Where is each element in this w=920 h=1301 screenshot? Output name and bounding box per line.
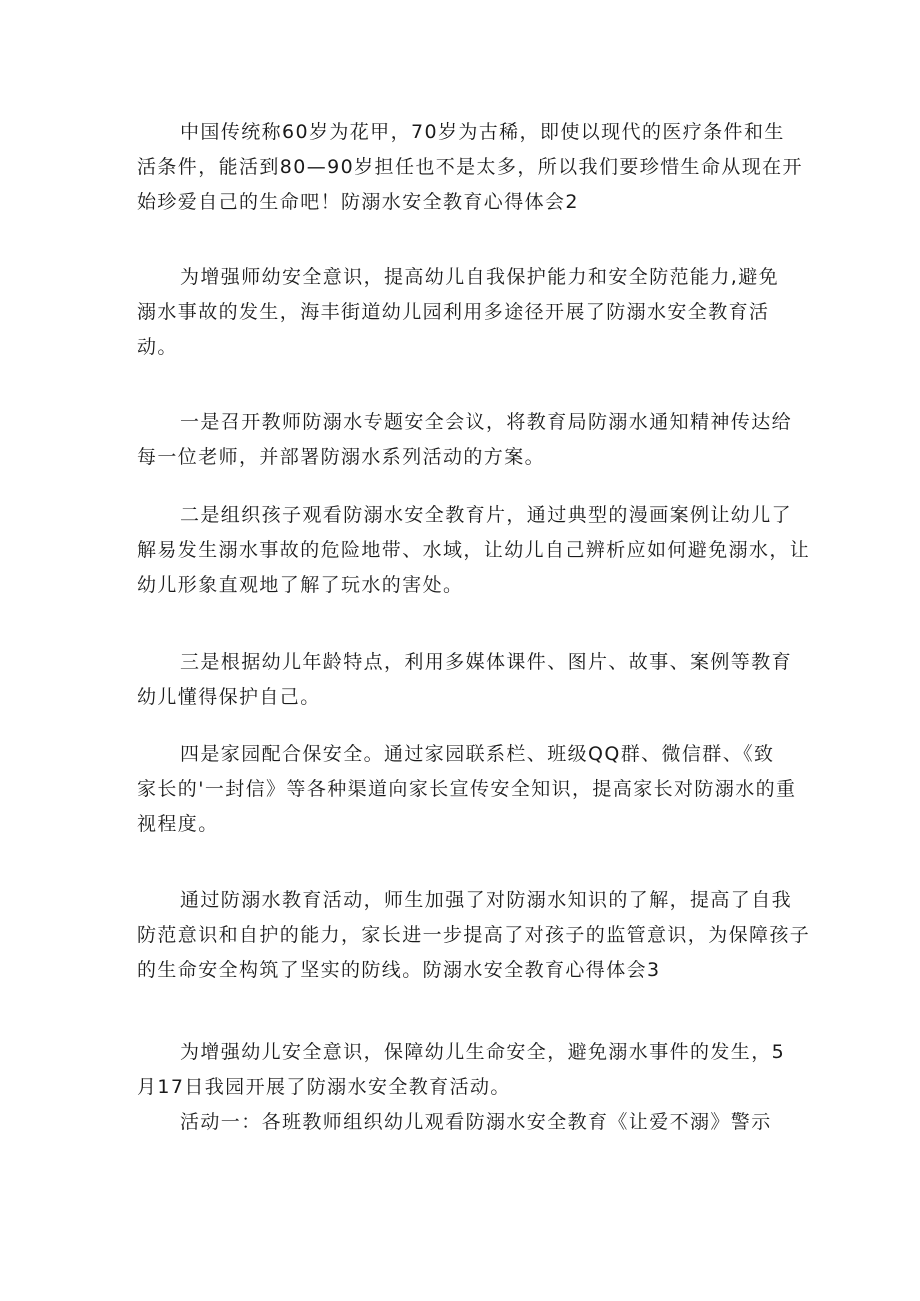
paragraph-line: 每一位老师，并部署防溺水系列活动的方案。 xyxy=(137,446,546,468)
paragraph-line: 家长的'一封信》等各种渠道向家长宣传安全知识，提高家长对防溺水的重 xyxy=(137,778,797,800)
paragraph-1 xyxy=(137,115,803,220)
paragraph-8 xyxy=(137,1035,797,1105)
paragraph-4 xyxy=(137,498,811,603)
paragraph-line: 视程度。 xyxy=(137,813,219,835)
paragraph-line: 活条件，能活到80—90岁担任也不是太多，所以我们要珍惜生命从现在开 xyxy=(137,156,803,178)
paragraph-line: 通过防溺水教育活动，师生加强了对防溺水知识的了解，提高了自我 xyxy=(180,889,793,911)
paragraph-7 xyxy=(137,883,811,988)
paragraph-line: 三是根据幼儿年龄特点，利用多媒体课件、图片、故事、案例等教育 xyxy=(180,651,793,673)
paragraph-line: 中国传统称60岁为花甲，70岁为古稀，即使以现代的医疗条件和生 xyxy=(180,121,785,143)
paragraph-line: 动。 xyxy=(137,336,178,358)
paragraph-line: 为增强师幼安全意识，提高幼儿自我保护能力和安全防范能力,避免 xyxy=(180,266,780,288)
paragraph-line: 为增强幼儿安全意识，保障幼儿生命安全，避免溺水事件的发生，5 xyxy=(180,1041,786,1063)
paragraph-line: 二是组织孩子观看防溺水安全教育片，通过典型的漫画案例让幼儿了 xyxy=(180,504,793,526)
paragraph-line: 月17日我园开展了防溺水安全教育活动。 xyxy=(137,1076,511,1098)
paragraph-5 xyxy=(137,645,797,715)
paragraph-line: 溺水事故的发生，海丰街道幼儿园利用多途径开展了防溺水安全教育活 xyxy=(137,301,770,323)
paragraph-6 xyxy=(137,737,797,842)
paragraph-line: 的生命安全构筑了坚实的防线。防溺水安全教育心得体会3 xyxy=(137,959,661,981)
paragraph-line: 幼儿懂得保护自己。 xyxy=(137,686,321,708)
paragraph-2 xyxy=(137,260,797,365)
paragraph-line: 四是家园配合保安全。通过家园联系栏、班级QQ群、微信群、《致 xyxy=(180,743,775,765)
paragraph-3 xyxy=(137,405,797,475)
paragraph-line: 一是召开教师防溺水专题安全会议，将教育局防溺水通知精神传达给 xyxy=(180,411,793,433)
paragraph-line: 活动一：各班教师组织幼儿观看防溺水安全教育《让爱不溺》警示 xyxy=(180,1111,772,1133)
paragraph-9 xyxy=(137,1105,797,1140)
paragraph-line: 始珍爱自己的生命吧！防溺水安全教育心得体会2 xyxy=(137,191,579,213)
paragraph-line: 幼儿形象直观地了解了玩水的害处。 xyxy=(137,574,464,596)
paragraph-line: 解易发生溺水事故的危险地带、水域，让幼儿自己辨析应如何避免溺水，让 xyxy=(137,539,811,561)
paragraph-line: 防范意识和自护的能力，家长进一步提高了对孩子的监管意识，为保障孩子 xyxy=(137,924,811,946)
